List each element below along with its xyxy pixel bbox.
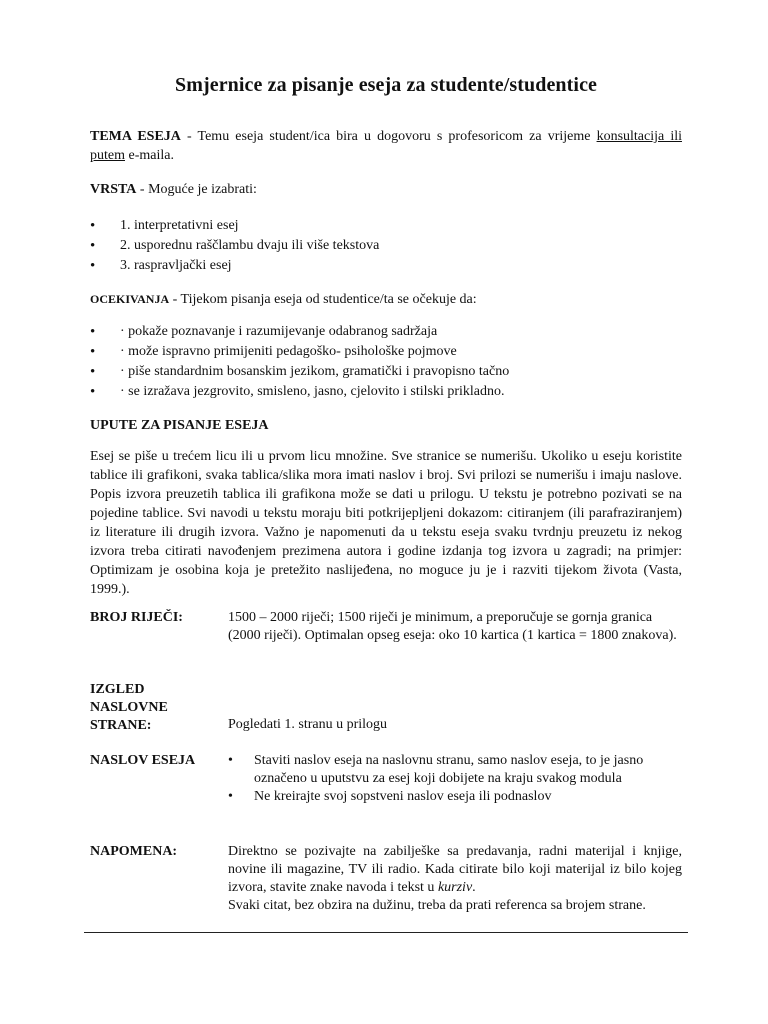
tema-paragraph: [90, 127, 682, 165]
naslov-list: [228, 752, 682, 806]
list-item: • Ne kreirajte svoj sopstveni naslov eseja ili podnaslov: [228, 788, 682, 806]
page-title: Smjernice za pisanje eseja za studente/studentice: [174, 74, 598, 96]
napomena-label: NAPOMENA:: [90, 844, 178, 859]
list-item: • · pokaže poznavanje i razumijevanje odabranog sadržaja: [90, 322, 682, 342]
izgled-value: Pogledati 1. stranu u prilogu: [228, 717, 388, 732]
list-item: • · može ispravno primijeniti pedagoško- psihološke pojmove: [90, 342, 682, 362]
napomena-italic: kurziv: [437, 880, 473, 895]
ocekivanja-paragraph: [90, 290, 682, 309]
ocekivanja-list: [90, 322, 682, 402]
tema-label: TEMA ESEJA: [90, 129, 181, 144]
upute-heading: UPUTE ZA PISANJE ESEJA: [90, 418, 269, 433]
tema-text: - Temu eseja student/ica bira u dogovoru s profesoricom za vrijeme: [180, 129, 597, 144]
upute-body: Esej se piše u trećem licu ili u prvom licu množine. Sve stranice se numerišu. Ukoliko u eseju koristite tablice ili grafikoni, svaka tablica/slika mora imati naslov i broj. Svi prilozi se numerišu i imaju naslove. Popis izvora preuzetih tablica ili grafikona može se dati u prilogu. U tekstu je potrebno pozivati se na pojedine tablice. Svi navodi u tekstu moraju biti potkrijepljeni dokazom: citiranjem (ili parafraziranjem) iz literature ili drugih izvora. Važno je napomenuti da u tekstu eseja svaku tvrdnju preuzetu iz nekog izvora treba citirati navođenjem prezimena autora i godine izdanja tog izvora u zagradi; na primjer: Optimizam je osobina koja je pretežito naslijeđena, no moguce ju je i razviti tijekom života (Vasta, 1999.).: [90, 449, 682, 597]
tema-link: konsultacija ili putem: [90, 129, 682, 163]
list-item: • 1. interpretativni esej: [90, 216, 682, 236]
vrsta-label: VRSTA: [90, 182, 137, 197]
list-item: • Staviti naslov eseja na naslovnu stranu, samo naslov eseja, to je jasno označeno u uputstvu za esej koji dobijete na kraju svakog modula: [228, 752, 682, 788]
bottom-rule: [84, 932, 688, 933]
list-item: • · se izražava jezgrovito, smisleno, jasno, cjelovito i stilski prikladno.: [90, 382, 682, 402]
broj-value: 1500 – 2000 riječi; 1500 riječi je minimum, a preporučuje se gornja granica (2000 riječi). Optimalan opseg eseja: oko 10 kartica (1 kartica = 1800 znakova).: [228, 610, 677, 643]
tema-text-end: e-maila.: [125, 148, 174, 163]
vrsta-text: - Moguće je izabrati:: [136, 182, 257, 197]
naslov-list-container: [228, 752, 682, 806]
ocekivanja-text: - Tijekom pisanja eseja od studentice/ta se očekuje da:: [169, 292, 477, 307]
vrsta-list: [90, 216, 682, 276]
broj-label: BROJ RIJEČI:: [90, 610, 183, 625]
list-item: • 3. raspravljački esej: [90, 256, 682, 276]
napomena-text: Direktno se pozivajte na zabilješke sa predavanja, radni materijal i knjige, novine ili magazine, TV ili radio. Kada citirate bilo koji materijal iz bilo kojeg izvora, stavite znake navoda i tekst u: [228, 844, 682, 895]
list-item: • 2. usporednu raščlambu dvaju ili više tekstova: [90, 236, 682, 256]
list-item: • · piše standardnim bosanskim jezikom, gramatički i pravopisno tačno: [90, 362, 682, 382]
izgled-label: IZGLED NASLOVNE STRANE:: [90, 682, 168, 733]
napomena-value: [228, 843, 682, 915]
naslov-label: NASLOV ESEJA: [90, 753, 196, 768]
vrsta-paragraph: [90, 180, 682, 199]
ocekivanja-label: OCEKIVANJA: [90, 292, 170, 306]
napomena-text-2: Svaki citat, bez obzira na dužinu, treba da prati referenca sa brojem strane.: [228, 898, 646, 913]
napomena-text-end: .: [472, 880, 476, 895]
